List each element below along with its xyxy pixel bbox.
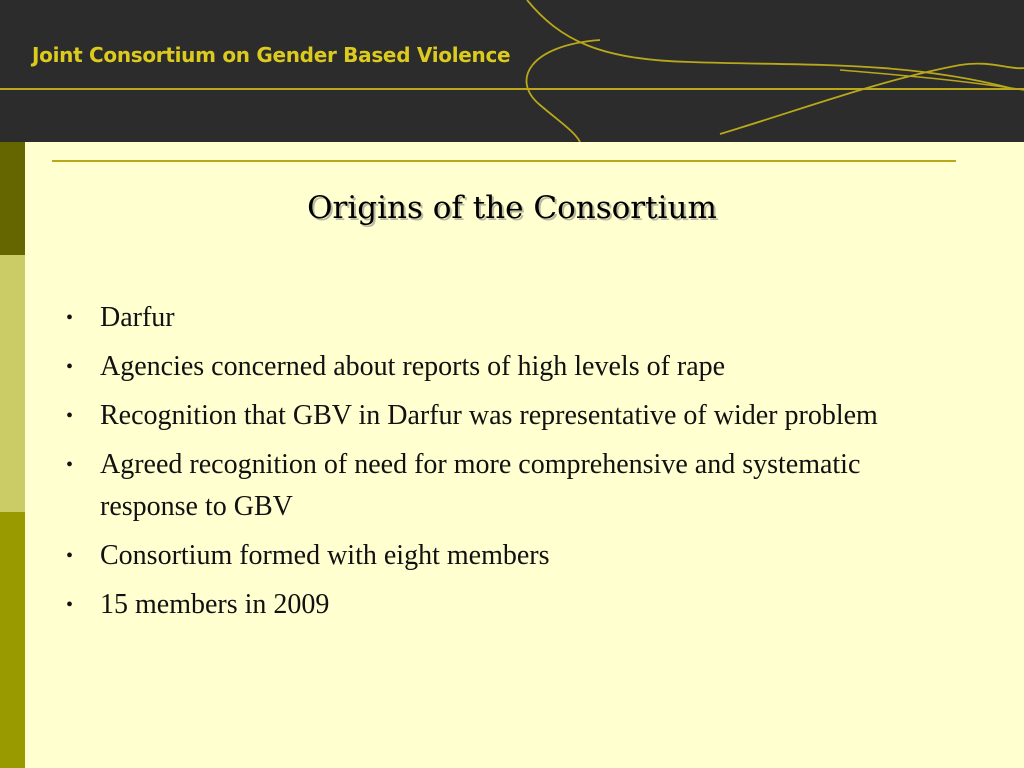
bullet-text: 15 members in 2009 [100, 589, 330, 620]
bullet-text: Darfur [100, 302, 175, 333]
bullet-list [60, 297, 930, 633]
side-bar-light [0, 255, 25, 512]
bullet-item [60, 535, 930, 577]
content-divider [52, 160, 956, 162]
bullet-dot-icon: • [66, 405, 74, 427]
bullet-dot-icon: • [66, 356, 74, 378]
side-bar-mid [0, 512, 25, 768]
bullet-dot-icon: • [66, 307, 74, 329]
bullet-dot-icon: • [66, 594, 74, 616]
bullet-item [60, 584, 930, 626]
bullet-dot-icon: • [66, 545, 74, 567]
header-title: Joint Consortium on Gender Based Violence [32, 43, 511, 67]
bullet-item [60, 346, 930, 388]
decorative-curves [0, 0, 1024, 142]
bullet-dot-icon: • [66, 454, 74, 476]
bullet-text: Agreed recognition of need for more comprehensive and systematic response to GBV [100, 449, 861, 522]
slide-title: Origins of the Consortium [307, 190, 717, 226]
bullet-item [60, 297, 930, 339]
bullet-item [60, 444, 930, 528]
bullet-text: Consortium formed with eight members [100, 540, 550, 571]
bullet-text: Agencies concerned about reports of high levels of rape [100, 351, 726, 382]
bullet-item [60, 395, 930, 437]
header-banner [0, 0, 1024, 142]
bullet-text: Recognition that GBV in Darfur was representative of wider problem [100, 400, 878, 431]
